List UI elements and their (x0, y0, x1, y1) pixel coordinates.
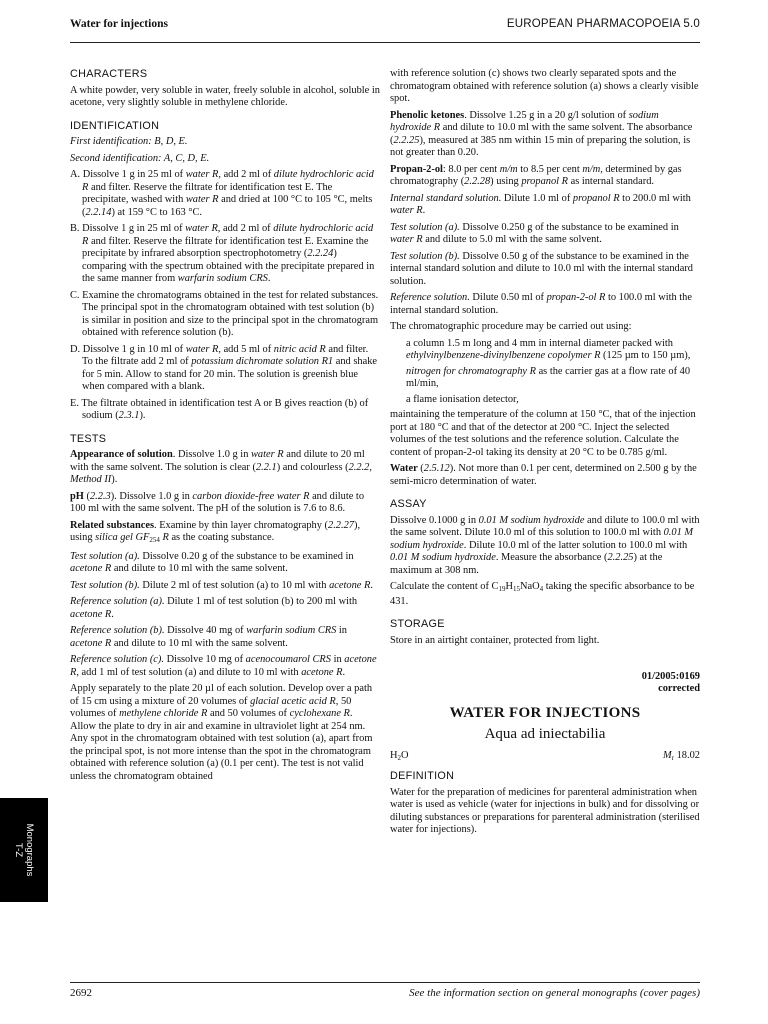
text-run: 2.2.25 (393, 134, 420, 146)
section-heading (70, 433, 380, 446)
paragraph (390, 635, 700, 648)
text-run: warfarin sodium CRS (177, 273, 268, 284)
list-item (70, 344, 380, 394)
text-run: to 200.0 ml with (619, 192, 691, 204)
relative-molecular-mass (663, 750, 700, 765)
formula-subscript: 2 (397, 754, 402, 762)
page-number: 2692 (70, 987, 92, 999)
text-run: and dilute to 10 ml with the same solvent. (111, 563, 288, 574)
text-run: ( (83, 490, 90, 502)
text-run: A. Dissolve 1 g in 25 ml of (70, 169, 186, 180)
text-run: 2.2.1 (255, 461, 277, 473)
formula-row (390, 750, 700, 766)
text-run: Dilute 1.0 ml of (501, 192, 573, 204)
text-run: . (111, 608, 114, 620)
text-run: . Dilute 10.0 ml of the latter solution to 100.0 ml with (463, 539, 688, 551)
text-run: , 50 volumes of (70, 695, 352, 719)
text-run: Internal standard solution. (390, 192, 502, 204)
text-run: a column 1.5 m long and 4 mm in internal diameter packed with (406, 337, 673, 349)
text-run: 2.5.12 (423, 463, 450, 474)
text-run: carbon dioxide-free water R (192, 490, 310, 502)
header-monograph-title: Water for injections (70, 18, 168, 30)
text-run: ). Not more than 0.1 per cent, determined on 2.500 g by the semi-micro determination of water. (390, 463, 697, 487)
text-run: and filter. Reserve the filtrate for identification test E. Examine the precipitate by infrared absorption spectrophotometry ( (82, 235, 369, 259)
text-run: to 8.5 per cent (517, 163, 583, 175)
text-run: D. Dissolve 1 g in 10 ml of (70, 343, 186, 355)
text-run: and dilute to 10 ml with the same solvent. (111, 637, 288, 649)
section-tab-line2: T-Z (13, 842, 24, 858)
paragraph (70, 491, 380, 516)
text-run: Dissolve 10 mg of (163, 654, 246, 665)
text-run: ). Dissolve 1.0 g in (110, 490, 193, 502)
indented-item (390, 366, 700, 391)
text-run: ethylvinylbenzene-divinylbenzene copolymer R (406, 350, 601, 361)
paragraph (390, 110, 700, 160)
text-run: water R (185, 343, 219, 355)
monograph-reference: 01/2005:0169 (641, 671, 700, 682)
text-run: 0.01 M sodium hydroxide (390, 527, 694, 551)
text-run: Reference solution (a). (70, 596, 165, 607)
text-run: and dilute to 10.0 ml with the same solvent. The absorbance ( (390, 122, 693, 146)
text-run: Dilute 0.50 ml of (469, 292, 547, 303)
text-run: . Allow the plate to dry in air and examine in ultraviolet light at 254 nm. Any spot in the chromatogram obtained with test solution (a), apart from the principal spot, is not more intense than the spot in the chromatogram obtained with reference solution (a) (0.1 per cent). The test is not valid unless the chromatogram obtained (70, 708, 373, 782)
text-run: propanol R (521, 176, 568, 187)
text-run: . (342, 666, 346, 678)
text-run: as the carrier gas at a flow rate of 40 ml/min, (406, 365, 691, 389)
text-run: IDENTIFICATION (70, 119, 160, 132)
text-run: . Measure the absorbance ( (495, 552, 608, 563)
text-run: water R (390, 205, 423, 216)
left-column (70, 68, 380, 787)
text-run: , add 5 ml of (218, 343, 274, 355)
text-run: pH (70, 490, 84, 502)
text-run: C. Examine the chromatograms obtained in the test for related substances. The principal spot in the chromatogram obtained with test solution (b) is similar in position and size to the principal spot in the chromatogram obtained with reference solution (b). (70, 289, 379, 338)
text-run: as internal standard. (568, 176, 654, 187)
paragraph (390, 321, 700, 334)
text-run: dilute hydrochloric acid R (82, 169, 374, 193)
paragraph (390, 193, 700, 218)
text-run: (125 µm to 150 µm), (600, 350, 691, 361)
text-run: ) and colourless ( (276, 461, 349, 473)
text-run: 2.2.14 (85, 206, 112, 218)
definition-text: Water for the preparation of medicines for parenteral administration when water is used as vehicle (water for injections in bulk) and for dissolving or diluting substances or preparations for parenteral administration (sterilised water for injections). (390, 786, 700, 835)
text-run: . Dissolve 1.0 g in (172, 449, 251, 460)
text-run: Water (390, 463, 418, 474)
running-header (70, 16, 700, 38)
text-run: 4 (539, 585, 544, 593)
text-run: . Dissolve 1.25 g in a 20 g/l solution of (464, 109, 629, 121)
mr-value: 18.02 (674, 750, 700, 761)
paragraph (390, 68, 700, 106)
text-run: : 8.0 per cent (442, 163, 500, 175)
footer-note: See the information section on general monographs (cover pages) (409, 987, 700, 999)
formula-element-h: H (390, 750, 398, 761)
definition-heading: DEFINITION (390, 770, 455, 782)
right-column (390, 68, 700, 841)
text-run: Second identification: A, C, D, E. (70, 152, 210, 164)
text-run: Related substances (70, 519, 154, 531)
text-run: 2.2.25 (607, 552, 634, 563)
list-item (70, 398, 380, 423)
text-run: 2.2.2, Method II (70, 461, 372, 485)
text-run: and shake for 5 min. Allow to stand for 20 min. The solution is greenish blue when compared with a blank. (82, 356, 377, 392)
text-run: and 50 volumes of (207, 708, 290, 719)
text-run: 2.2.3 (89, 490, 111, 502)
monograph-latin-title: Aqua ad iniectabilia (484, 725, 606, 742)
text-run: Dilute 1 ml of test solution (b) to 200 ml with (164, 596, 358, 607)
section-tab-label (13, 824, 35, 877)
text-run: The chromatographic procedure may be carried out using: (390, 321, 632, 332)
text-run: Reference solution (b). (70, 625, 165, 636)
text-run: ), measured at 385 nm within 15 min of preparing the solution, is not greater than 0.20. (390, 134, 691, 158)
text-run: NaO (520, 581, 540, 592)
paragraph (70, 153, 380, 166)
paragraph (70, 520, 380, 547)
text-run: in (330, 654, 345, 665)
text-run: Dilute 2 ml of test solution (a) to 10 ml with (139, 579, 330, 591)
text-run: , add 2 ml of (217, 223, 274, 234)
text-run: maintaining the temperature of the column at 150 °C, that of the injection port at 180 °C and that of the detector at 200 °C. Inject the selected volumes of the test solutions and the reference solution. Calculate the content of propan-2-ol taking its density at 20 °C to be 0.785 g/ml. (390, 409, 696, 458)
text-run: TESTS (70, 432, 107, 445)
text-run: Dissolve 0.250 g of the substance to be examined in (459, 221, 679, 233)
paragraph (70, 683, 380, 783)
text-run: Dissolve 0.20 g of the substance to be examined in (139, 550, 354, 562)
text-run: Test solution (b). (390, 250, 460, 262)
text-run: First identification: B, D, E. (70, 136, 188, 147)
text-run: . (267, 273, 271, 284)
text-run: and filter. To the filtrate add 2 ml of (82, 343, 369, 367)
text-run: and dilute to 100.0 ml with the same solvent. Dilute 10.0 ml of this solution to 100.0 ml with (390, 514, 700, 538)
text-run: potassium dichromate solution R1 (191, 356, 334, 367)
text-run: Reference solution. (390, 292, 470, 303)
text-run: . (370, 579, 373, 591)
text-run: Test solution (a). (70, 550, 140, 562)
paragraph (390, 409, 700, 459)
paragraph (390, 164, 700, 189)
header-rule (70, 42, 700, 43)
paragraph (390, 581, 700, 608)
text-run: Dissolve 0.50 g of the substance to be examined in the internal standard solution and dilute to 10.0 ml with the internal standard solution. (390, 250, 693, 287)
text-run: methylene chloride R (119, 708, 208, 719)
text-run: , determined by gas chromatography ( (390, 163, 682, 187)
paragraph (70, 580, 380, 593)
mr-subscript: r (671, 754, 675, 762)
text-run: 2.2.27 (328, 519, 354, 531)
text-run: , add 2 ml of (218, 169, 274, 180)
text-run: in (336, 625, 347, 636)
text-run: STORAGE (390, 618, 445, 630)
text-run: ) comparing with the spectrum obtained with the precipitate prepared in the same manner from (82, 248, 375, 284)
text-run: E. The filtrate obtained in identification test A or B gives reaction (b) of sodium ( (70, 397, 369, 421)
paragraph (70, 85, 380, 110)
list-item (70, 169, 380, 219)
text-run: Test solution (b). (70, 579, 140, 591)
text-run: R (159, 532, 169, 543)
spacer (390, 651, 700, 661)
monograph-start (390, 671, 700, 837)
text-run: acetone R (70, 654, 377, 678)
paragraph (70, 625, 380, 650)
paragraph (390, 251, 700, 289)
text-run: A white powder, very soluble in water, freely soluble in alcohol, soluble in acetone, very slightly soluble in methylene chloride. (70, 84, 380, 108)
spacer (390, 661, 700, 671)
text-run: ) at the maximum at 308 nm. (390, 552, 663, 576)
text-run: Store in an airtight container, protected from light. (390, 634, 600, 646)
text-run: acenocoumarol CRS (245, 654, 331, 665)
text-run: Apply separately to the plate 20 µl of each solution. Develop over a path of 15 cm using a mixture of 20 volumes of (70, 683, 373, 707)
text-run: water R (390, 234, 423, 245)
text-run: and filter. Reserve the filtrate for identification test E. The precipitate, washed with (82, 181, 333, 205)
text-run: Reference solution (c). (70, 654, 164, 665)
text-run: acetone R (301, 666, 343, 678)
paragraph (70, 449, 380, 487)
text-run: as the coating substance. (168, 532, 275, 543)
text-run: and dilute to 20 ml with the same solvent. The solution is clear ( (70, 449, 365, 473)
text-run: with reference solution (c) shows two clearly separated spots and the chromatogram obtained with reference solution (a) shows a clearly visible spot. (390, 68, 699, 104)
text-run: acetone R (70, 608, 112, 620)
monograph-title: WATER FOR INJECTIONS (449, 705, 641, 721)
text-run: Test solution (a). (390, 221, 460, 233)
paragraph (390, 292, 700, 317)
text-run: B. Dissolve 1 g in 25 ml of (70, 223, 186, 234)
text-run: m/m (582, 163, 601, 175)
text-run: propanol R (572, 192, 620, 204)
text-run: ) at 159 °C to 163 °C. (111, 206, 203, 218)
text-run: warfarin sodium CRS (246, 625, 337, 636)
text-run: Propan-2-ol (390, 163, 443, 175)
text-run: acetone R (70, 637, 112, 649)
text-run: 2.3.1 (118, 410, 140, 421)
text-run: m/m (499, 163, 518, 175)
monograph-status: corrected (658, 683, 700, 694)
indented-item (390, 394, 700, 407)
text-run: 15 (513, 585, 521, 593)
text-run: dilute hydrochloric acid R (82, 223, 374, 247)
text-run: Appearance of solution (70, 449, 173, 460)
text-run: nitric acid R (273, 343, 326, 355)
text-run: Calculate the content of C (390, 581, 499, 592)
text-run: . (422, 205, 426, 216)
text-run: glacial acetic acid R (250, 695, 336, 707)
text-run: water R (185, 169, 219, 180)
text-run: propan-2-ol R (546, 292, 606, 303)
text-run: . Examine by thin layer chromatography ( (154, 519, 328, 531)
text-run: ), using (70, 519, 361, 543)
section-heading (70, 120, 380, 133)
text-run: water R (185, 223, 218, 234)
text-run: ASSAY (390, 498, 427, 510)
text-run: water R (185, 194, 219, 205)
section-heading (390, 618, 700, 631)
footer-rule (70, 982, 700, 983)
paragraph (70, 596, 380, 621)
text-run: 254 (149, 536, 160, 544)
text-run: acetone R (70, 563, 112, 574)
paragraph (70, 654, 380, 679)
text-run: H (505, 581, 514, 592)
right-column-text (390, 68, 700, 647)
text-run: Dissolve 40 mg of (164, 625, 247, 636)
text-run: and dilute to 5.0 ml with the same solvent. (422, 234, 602, 245)
text-run: to 100.0 ml with the internal standard solution. (390, 292, 692, 316)
indented-item (390, 338, 700, 363)
text-run: 2.2.24 (307, 248, 334, 259)
section-tab (0, 798, 48, 902)
molecular-formula (390, 750, 409, 765)
mr-label: M (663, 750, 672, 761)
text-run: and dried at 100 °C to 105 °C, melts ( (82, 194, 373, 218)
text-run: 0.01 M sodium hydroxide (478, 514, 585, 526)
section-heading (390, 498, 700, 511)
text-run: nitrogen for chromatography R (406, 365, 536, 377)
paragraph (70, 551, 380, 576)
text-run: 2.2.28 (464, 176, 491, 187)
paragraph (390, 463, 700, 488)
text-run: Dissolve 0.1000 g in (390, 514, 479, 526)
text-run: cyclohexane R (289, 708, 350, 719)
text-run: taking the specific absorbance to be 431. (390, 581, 695, 607)
header-publication-title: EUROPEAN PHARMACOPOEIA 5.0 (506, 18, 700, 30)
text-run: sodium hydroxide R (390, 109, 659, 133)
list-item (70, 290, 380, 340)
paragraph (390, 515, 700, 578)
formula-element-o: O (401, 750, 409, 761)
paragraph (70, 136, 380, 149)
list-item (70, 223, 380, 286)
text-run: ). (139, 410, 146, 421)
text-run: ( (417, 463, 424, 474)
text-run: silica gel GF (95, 532, 150, 543)
text-run: 19 (498, 585, 506, 593)
text-run: acetone R (329, 579, 371, 591)
text-run: ) using (490, 176, 522, 187)
paragraph (390, 222, 700, 247)
text-run: a flame ionisation detector, (406, 393, 519, 405)
text-run: water R (251, 449, 284, 460)
text-run: Phenolic ketones (390, 109, 465, 121)
section-heading (70, 68, 380, 81)
text-run: and dilute to 100 ml with the same solvent. The pH of the solution is 7.6 to 8.6. (70, 490, 365, 514)
text-run: , add 1 ml of test solution (a) and dilute to 10 ml with (76, 666, 302, 678)
section-tab-line1: Monographs (24, 823, 35, 877)
text-run: CHARACTERS (70, 68, 148, 80)
text-run: ). (111, 474, 118, 485)
text-run: 0.01 M sodium hydroxide (390, 552, 496, 563)
